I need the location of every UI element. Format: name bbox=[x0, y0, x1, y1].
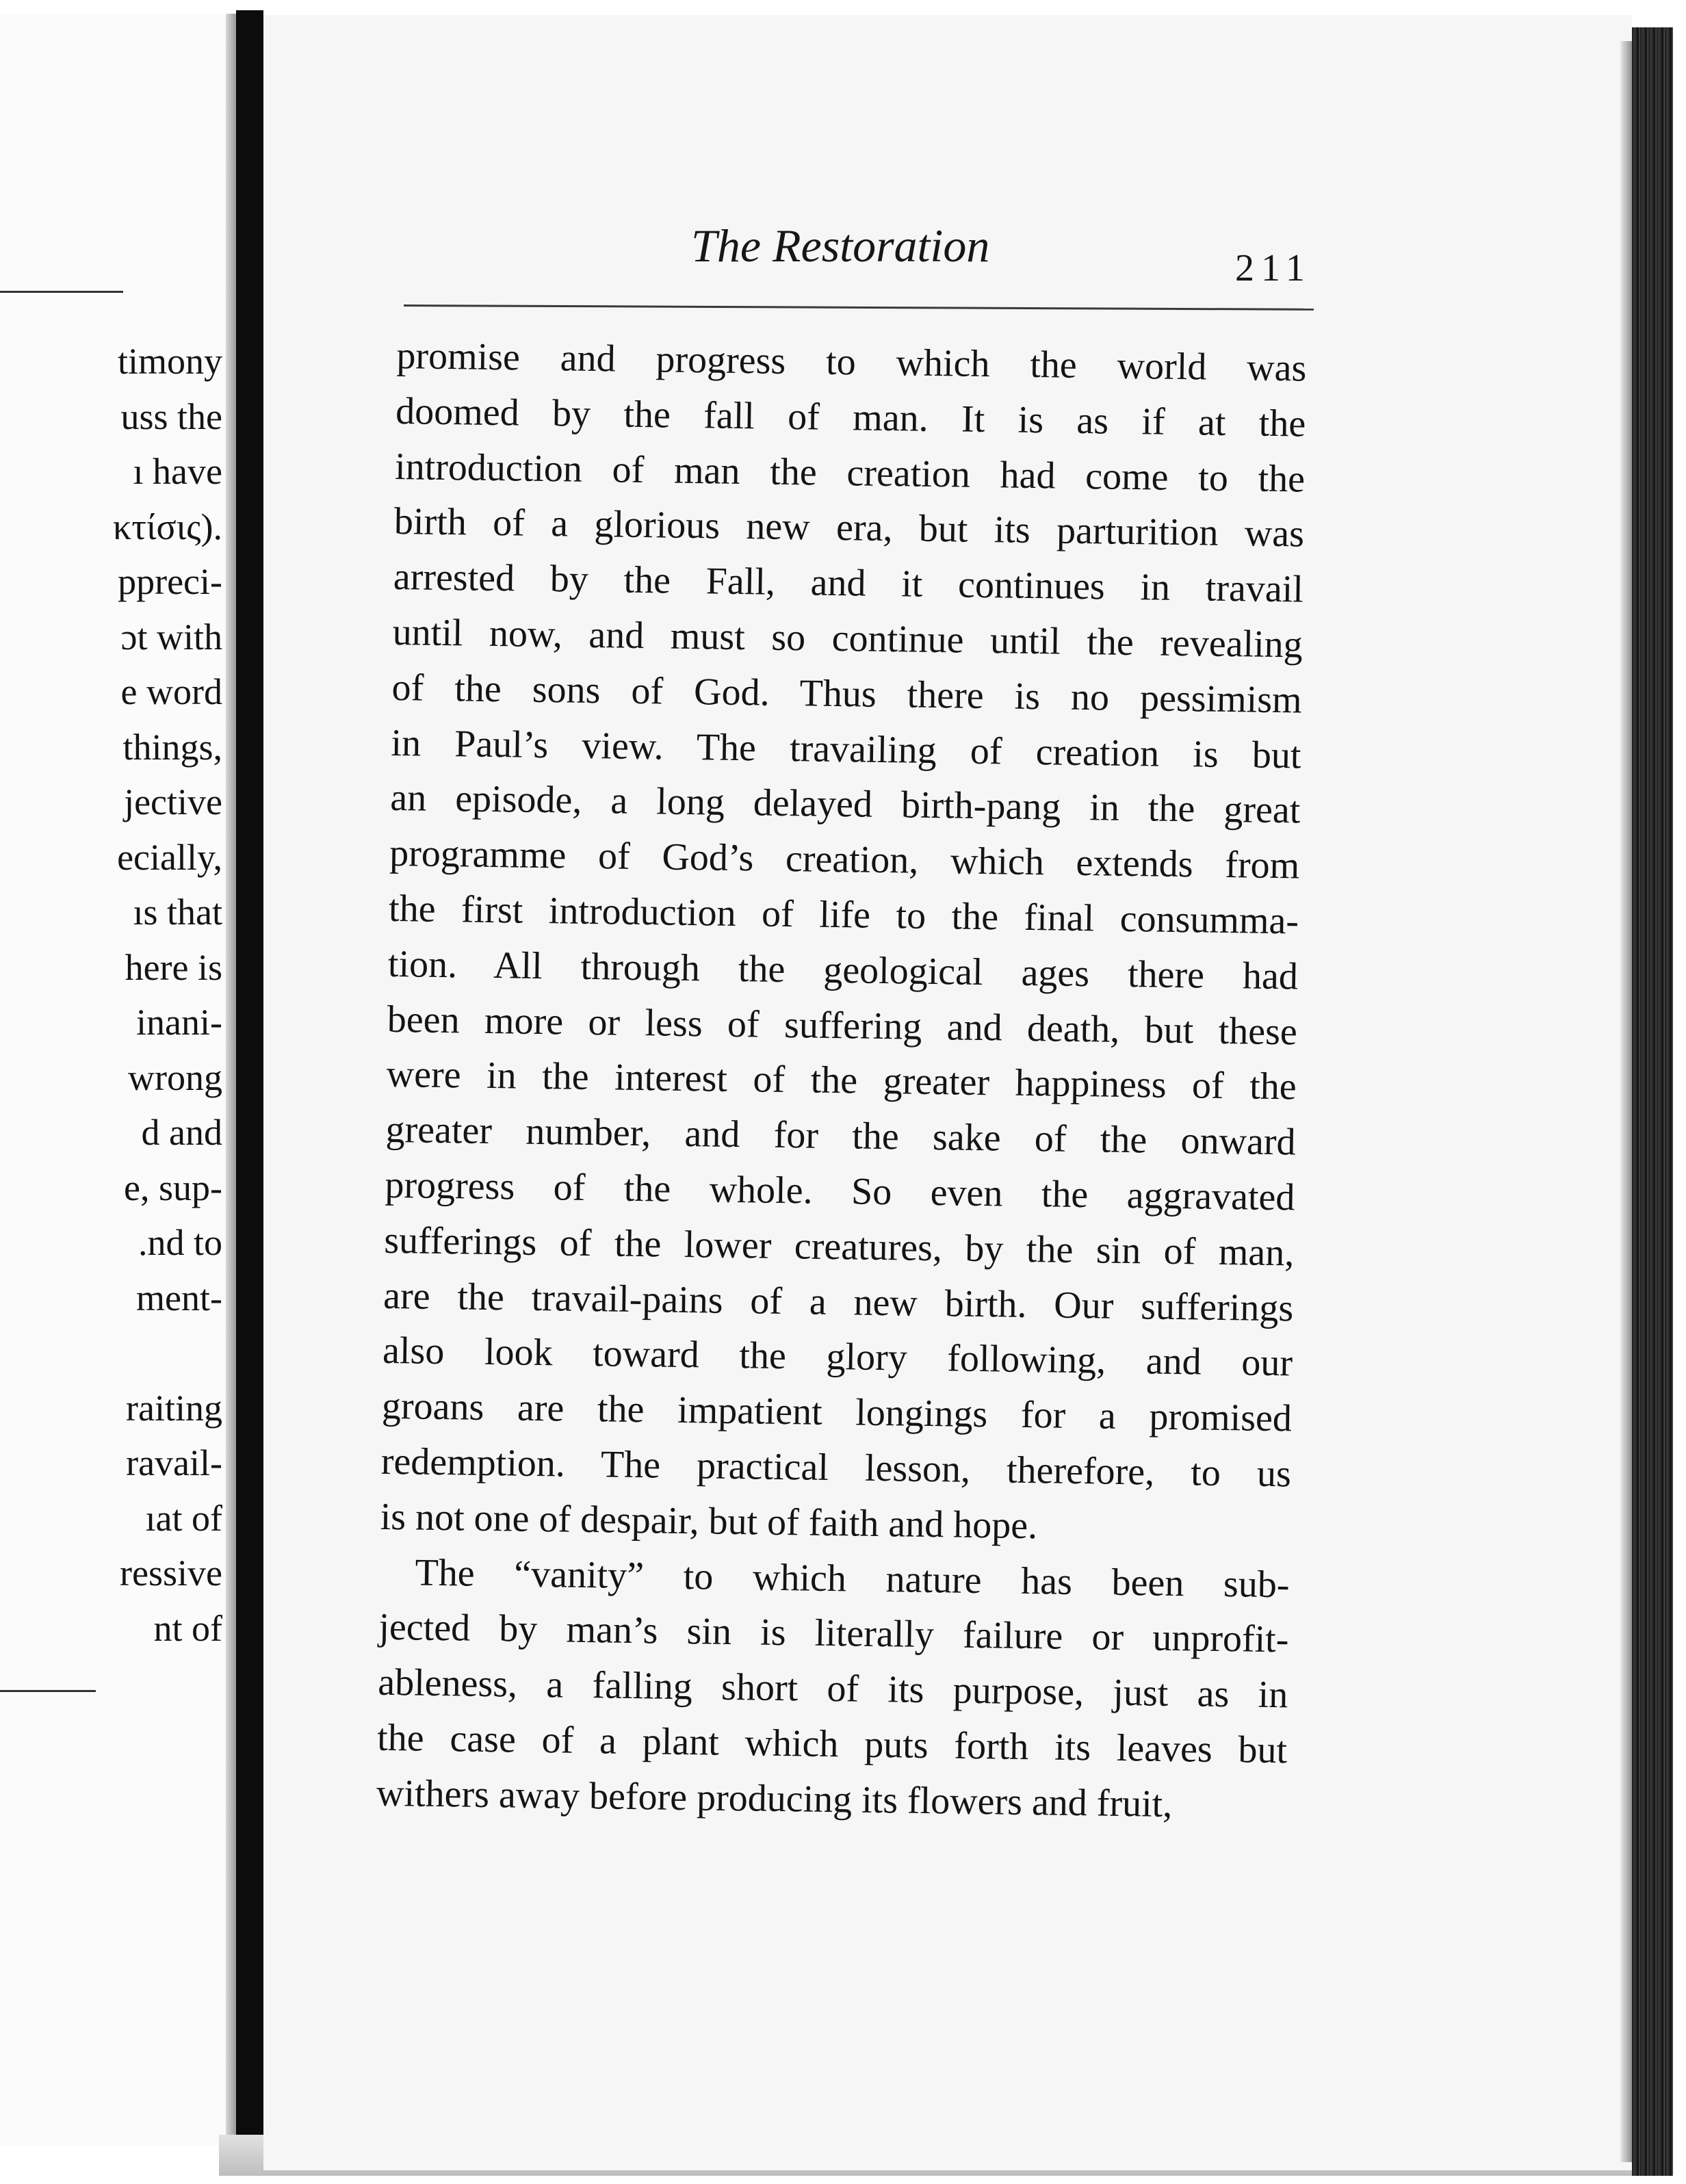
body-text bbox=[376, 328, 1307, 1834]
left-page-line: ment- bbox=[136, 1277, 222, 1318]
text-line: redemption. The practical lesson, therefore, to us bbox=[380, 1440, 1292, 1496]
text-line: promise and progress to which the world was bbox=[396, 334, 1307, 390]
text-line: programme of God’s creation, which extends from bbox=[389, 832, 1300, 887]
text-line: jected by man’s sin is literally failure or unprofit- bbox=[378, 1606, 1289, 1661]
left-page-line: nt of bbox=[153, 1607, 222, 1649]
left-page-line: here is bbox=[125, 946, 222, 988]
left-page-line: ɔt with bbox=[120, 616, 222, 658]
left-page-line: wrong bbox=[128, 1056, 222, 1098]
text-line: introduction of man the creation had come to the bbox=[394, 445, 1306, 501]
text-line: greater number, and for the sake of the onward bbox=[385, 1108, 1296, 1164]
left-page-line: jective bbox=[124, 781, 222, 822]
left-page-line: κτίσις). bbox=[113, 506, 222, 547]
book-fore-edge bbox=[1632, 27, 1673, 2176]
text-line: progress of the whole. So even the aggravated bbox=[385, 1163, 1295, 1219]
left-page-line: ressive bbox=[120, 1552, 222, 1594]
text-line: birth of a glorious new era, but its parturition was bbox=[393, 500, 1305, 556]
left-page-line: ıs that bbox=[133, 892, 222, 933]
left-page-line: inani- bbox=[136, 1002, 222, 1043]
text-line: The “vanity” to which nature has been sub- bbox=[415, 1551, 1290, 1606]
left-page-top-rule bbox=[0, 291, 123, 293]
left-page-line: .nd to bbox=[138, 1222, 222, 1263]
text-line: tion. All through the geological ages there had bbox=[387, 942, 1299, 998]
left-page-fragment bbox=[0, 14, 236, 2145]
left-page-line: ecially, bbox=[117, 836, 222, 878]
text-line: sufferings of the lower creatures, by the sin of man, bbox=[383, 1219, 1295, 1275]
text-line: arrested by the Fall, and it continues in travail bbox=[393, 556, 1304, 611]
text-line: also look toward the glory following, and our bbox=[382, 1329, 1293, 1385]
text-line: were in the interest of the greater happiness of the bbox=[386, 1053, 1297, 1108]
text-line: of the sons of God. Thus there is no pessimism bbox=[391, 666, 1302, 722]
left-page-line: timony bbox=[117, 341, 222, 382]
left-page-line: ravail- bbox=[126, 1442, 222, 1483]
left-page-line: raiting bbox=[126, 1387, 222, 1429]
left-page-line: ıat of bbox=[145, 1497, 222, 1539]
left-page-edge bbox=[226, 14, 236, 2145]
running-title: The Restoration bbox=[691, 220, 990, 272]
left-page-line: things, bbox=[122, 726, 222, 768]
text-line: is not one of despair, but of faith and hope. bbox=[380, 1495, 1038, 1547]
text-line: ableness, a falling short of its purpose, just as in bbox=[377, 1661, 1288, 1717]
text-line: until now, and must so continue until the revealing bbox=[392, 610, 1304, 666]
left-page-line: d and bbox=[141, 1112, 222, 1153]
left-page-line: uss the bbox=[120, 395, 222, 437]
text-line: been more or less of suffering and death, but these bbox=[387, 998, 1298, 1054]
text-line: doomed by the fall of man. It is as if at the bbox=[395, 389, 1306, 445]
text-line: the case of a plant which puts forth its leaves but bbox=[376, 1716, 1288, 1772]
text-line: an episode, a long delayed birth-pang in the great bbox=[389, 777, 1301, 832]
left-page-bottom-rule bbox=[0, 1690, 96, 1692]
text-line: groans are the impatient longings for a promised bbox=[381, 1384, 1293, 1440]
left-page-line: ppreci- bbox=[118, 561, 222, 602]
left-page-line: e word bbox=[120, 671, 222, 712]
left-page-line: ı have bbox=[133, 451, 222, 492]
right-page-edge-highlight bbox=[1620, 41, 1633, 2162]
book-gutter bbox=[236, 10, 263, 2176]
text-line: the first introduction of life to the final consumma- bbox=[388, 887, 1299, 943]
text-line: are the travail-pains of a new birth. Our sufferings bbox=[382, 1274, 1294, 1329]
page-number: 211 bbox=[1235, 247, 1312, 289]
left-page-line: e, sup- bbox=[124, 1167, 222, 1208]
text-line: withers away before producing its flowers and fruit, bbox=[376, 1771, 1173, 1825]
text-line: in Paul’s view. The travailing of creation is but bbox=[391, 721, 1301, 777]
